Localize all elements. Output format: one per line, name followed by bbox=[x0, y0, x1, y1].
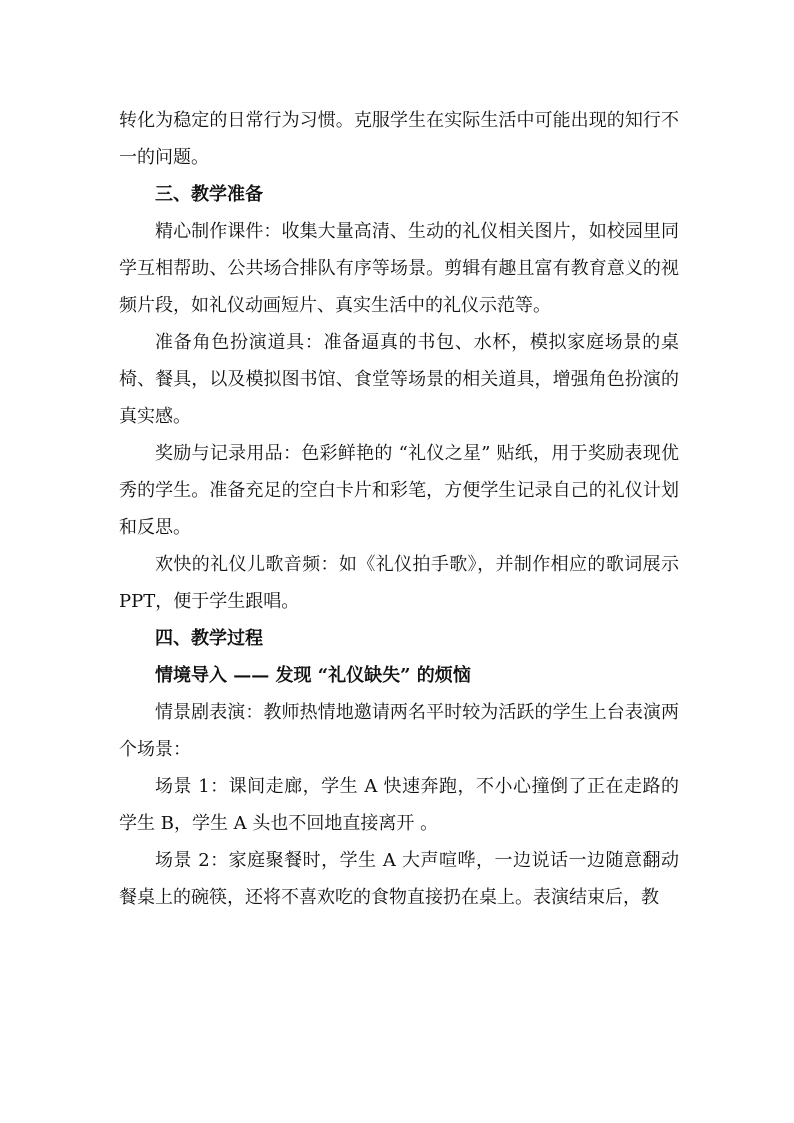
paragraph-skit: 情景剧表演：教师热情地邀请两名平时较为活跃的学生上台表演两个场景： bbox=[119, 702, 679, 760]
paragraph-scene-2: 场景 2：家庭聚餐时，学生 A 大声喧哗，一边说话一边随意翻动餐桌上的碗筷，还将不喜欢吃的食物直接扔在桌上。表演结束后，教 bbox=[119, 850, 679, 908]
paragraph-scene-1: 场景 1：课间走廊，学生 A 快速奔跑，不小心撞倒了正在走路的学生 B，学生 A 头也不回地直接离开 。 bbox=[119, 776, 679, 834]
paragraph-rewards: 奖励与记录用品：色彩鲜艳的 “礼仪之星” 贴纸，用于奖励表现优秀的学生。准备充足的空白卡片和彩笔，方便学生记录自己的礼仪计划和反思。 bbox=[119, 443, 679, 538]
subheading-situation-intro: 情境导入 —— 发现 “礼仪缺失” 的烦恼 bbox=[155, 665, 471, 686]
document-body bbox=[119, 102, 679, 916]
section-heading-teaching-process: 四、教学过程 bbox=[155, 628, 263, 649]
paragraph-role-play-props: 准备角色扮演道具：准备逼真的书包、水杯，模拟家庭场景的桌椅、餐具，以及模拟图书馆、食堂等场景的相关道具，增强角色扮演的真实感。 bbox=[119, 332, 679, 427]
paragraph-courseware: 精心制作课件：收集大量高清、生动的礼仪相关图片，如校园里同学互相帮助、公共场合排队有序等场景。剪辑有趣且富有教育意义的视频片段，如礼仪动画短片、真实生活中的礼仪示范等。 bbox=[119, 221, 679, 316]
paragraph-continuation: 转化为稳定的日常行为习惯。克服学生在实际生活中可能出现的知行不一的问题。 bbox=[119, 110, 679, 168]
section-heading-teaching-preparation: 三、教学准备 bbox=[155, 184, 263, 205]
paragraph-song-audio: 欢快的礼仪儿歌音频：如《礼仪拍手歌》，并制作相应的歌词展示 PPT，便于学生跟唱。 bbox=[119, 554, 679, 612]
